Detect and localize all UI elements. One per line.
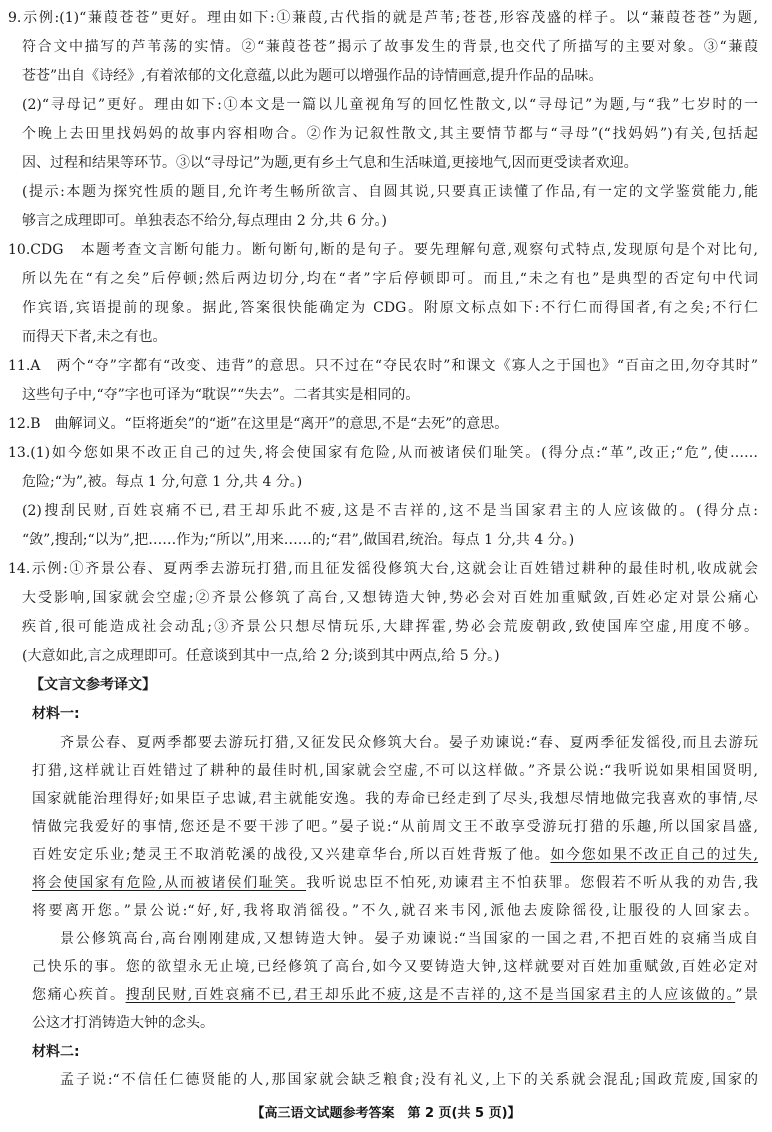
answer-13-line: (2)搜刮民财,百姓哀痛不已,君王却乐此不疲,这是不吉祥的,这不是当国家君主的人应该做的。(得分点: bbox=[22, 503, 758, 519]
answer-11-line: 这些句子中,“夺”字也可译为“耽误”“失去”。二者其实是相同的。 bbox=[22, 387, 420, 403]
translation-line: 孟子说:“不信任仁德贤能的人,那国家就会缺乏粮食;没有礼义,上下的关系就会混乱;国政荒废,国家的 bbox=[60, 1072, 758, 1088]
translation-line bbox=[0, 869, 772, 897]
translation-line: 将要离开您。”景公说:“好,好,我将取消徭役。”不久,就召来韦冈,派他去废除徭役,让服役的人回家去。 bbox=[32, 903, 758, 919]
answer-11-line: 11.A 两个“夺”字都有“改变、违背”的意思。只不过在“夺民农时”和课文《寡人之于国也》“百亩之田,勿夺其时” bbox=[8, 358, 758, 374]
material-2-translation bbox=[0, 1038, 772, 1094]
translation-line: 公这才打消铸造大钟的念头。 bbox=[32, 1015, 214, 1031]
translation-heading: 【文言文参考译文】 bbox=[30, 677, 156, 693]
answer-13-line: 危险;“为”,被。每点 1 分,句意 1 分,共 4 分。) bbox=[22, 474, 303, 490]
translation-text: 您痛心疾首。 bbox=[32, 987, 126, 1003]
answer-12 bbox=[0, 410, 772, 439]
answer-13-line: “敛”,搜刮;“以为”,把……作为;“所以”,用来……的;“君”,做国君,统治。每点 1 分,共 4 分。) bbox=[22, 532, 575, 548]
answer-9-hint-line: 够言之成理即可。单独表态不给分,每点理由 2 分,共 6 分。) bbox=[22, 213, 387, 229]
answers-section bbox=[0, 4, 772, 729]
answer-14-line: 14.示例:①齐景公春、夏两季去游玩打猎,而且征发徭役修筑大台,这就会让百姓错过耕种的最佳时机,收成就会 bbox=[8, 561, 758, 577]
translation-line: 打猎,这样就让百姓错过了耕种的最佳时机,国家就会空虚,不可以这样做。”齐景公说:“我听说如果相国贤明, bbox=[32, 763, 758, 779]
answer-14-line: 大受影响,国家就会空虚;②齐景公修筑了高台,又想铸造大钟,势必会对百姓加重赋敛,百姓必定对景公痛心 bbox=[22, 590, 758, 606]
translation-text: 百姓安定乐业;楚灵王不取消乾溪的战役,又兴建章华台,所以百姓背叛了他。 bbox=[32, 847, 551, 863]
underlined-sentence: 搜刮民财,百姓哀痛不已,君王却乐此不疲,这是不吉祥的,这不是当国家君主的人应该做的。 bbox=[125, 987, 736, 1003]
answer-14-line: 疾首,很可能造成社会动乱;③齐景公只想尽情玩乐,大肆挥霍,势必会荒废朝政,致使国库空虚,用度不够。 bbox=[22, 619, 758, 635]
translation-text: ”景 bbox=[735, 987, 758, 1003]
answer-11 bbox=[0, 352, 772, 410]
answer-9 bbox=[0, 4, 772, 236]
answer-13 bbox=[0, 439, 772, 555]
answer-10-line: 10.CDG 本题考查文言断句能力。断句断句,断的是句子。要先理解句意,观察句式特点,发现原句是个对比句, bbox=[8, 242, 758, 258]
answer-9-line: 个晚上去田里找妈妈的故事内容相吻合。②作为记叙性散文,其主要情节都与“寻母”(“找妈妈”)有关,包括起 bbox=[22, 126, 758, 142]
answer-9-line: 9.示例:(1)“蒹葭苍苍”更好。理由如下:①蒹葭,古代指的就是芦苇;苍苍,形容茂盛的样子。以“蒹葭苍苍”为题, bbox=[8, 10, 758, 26]
answer-14 bbox=[0, 555, 772, 671]
translation-line: 己快乐的事。您的欲望永无止境,已经修筑了高台,如今又要铸造大钟,这样就要对百姓加重赋敛,百姓必定对 bbox=[32, 959, 758, 975]
material-1-translation bbox=[0, 729, 772, 1037]
answer-9-line: (2)“寻母记”更好。理由如下:①本文是一篇以儿童视角写的回忆性散文,以“寻母记”为题,与“我”七岁时的一 bbox=[22, 97, 758, 113]
page-footer: 【高三语文试题参考答案 第 2 页(共 5 页)】 bbox=[251, 1106, 521, 1121]
translation-line: 情做完我爱好的事情,您还是不要干涉了吧。”晏子说:“从前周文王不敢享受游玩打猎的乐趣,所以国家昌盛, bbox=[32, 819, 758, 835]
underlined-sentence: 如今您如果不改正自己的过失, bbox=[550, 847, 758, 863]
translation-line: 景公修筑高台,高台刚刚建成,又想铸造大钟。晏子劝谏说:“当国家的一国之君,不把百姓的哀痛当成自 bbox=[60, 931, 758, 947]
answer-13-line: 13.(1)如今您如果不改正自己的过失,将会使国家有危险,从而被诸侯们耻笑。(得分点:“革”,改正;“危”,使…… bbox=[8, 445, 758, 461]
underlined-sentence: 将会使国家有危险,从而被诸侯们耻笑。 bbox=[32, 875, 307, 891]
answer-12-line: 12.B 曲解词义。“臣将逝矣”的“逝”在这里是“离开”的意思,不是“去死”的意思。 bbox=[8, 416, 509, 432]
answer-9-line: 因、过程和结果等环节。③以“寻母记”为题,更有乡土气息和生活味道,更接地气,因而更受读者欢迎。 bbox=[22, 155, 638, 171]
answer-9-line: 符合文中描写的芦苇荡的实情。②“蒹葭苍苍”揭示了故事发生的背景,也交代了所描写的主要对象。③“蒹葭 bbox=[22, 39, 758, 55]
answer-9-line: 苍苍”出自《诗经》,有着浓郁的文化意蕴,以此为题可以增强作品的诗情画意,提升作品的品味。 bbox=[22, 68, 603, 84]
answer-10-line: 作宾语,宾语提前的现象。据此,答案很快能确定为 CDG。附原文标点如下:不行仁而得国者,有之矣;不行仁 bbox=[22, 300, 758, 316]
translation-line bbox=[0, 981, 772, 1009]
material-2-label: 材料二: bbox=[32, 1044, 80, 1060]
answer-9-hint-line: (提示:本题为探究性质的题目,允许考生畅所欲言、自圆其说,只要真正读懂了作品,有一定的文学鉴赏能力,能 bbox=[22, 184, 758, 200]
translation-line: 齐景公春、夏两季都要去游玩打猎,又征发民众修筑大台。晏子劝谏说:“春、夏两季征发徭役,而且去游玩 bbox=[60, 735, 758, 751]
answer-10-line: 所以先在“有之矣”后停顿;然后两边切分,均在“者”字后停顿即可。而且,“未之有也”是典型的否定句中代词 bbox=[22, 271, 758, 287]
translation-line bbox=[0, 841, 772, 869]
answer-10-line: 而得天下者,未之有也。 bbox=[22, 329, 167, 345]
material-1-label: 材料一: bbox=[32, 706, 80, 722]
material-1-paragraph-1 bbox=[0, 729, 772, 925]
material-1-paragraph-2 bbox=[0, 925, 772, 1037]
translation-text: 我听说忠臣不怕死,劝谏君主不怕获罪。您假若不听从我的劝告,我 bbox=[306, 875, 758, 891]
answer-14-line: (大意如此,言之成理即可。任意谈到其中一点,给 2 分;谈到其中两点,给 5 分。) bbox=[22, 648, 500, 664]
answer-10 bbox=[0, 236, 772, 352]
translation-line: 国家就能治理得好;如果臣子忠诚,君主就能安逸。我的寿命已经走到了尽头,我想尽情地做完我喜欢的事情,尽 bbox=[32, 791, 758, 807]
